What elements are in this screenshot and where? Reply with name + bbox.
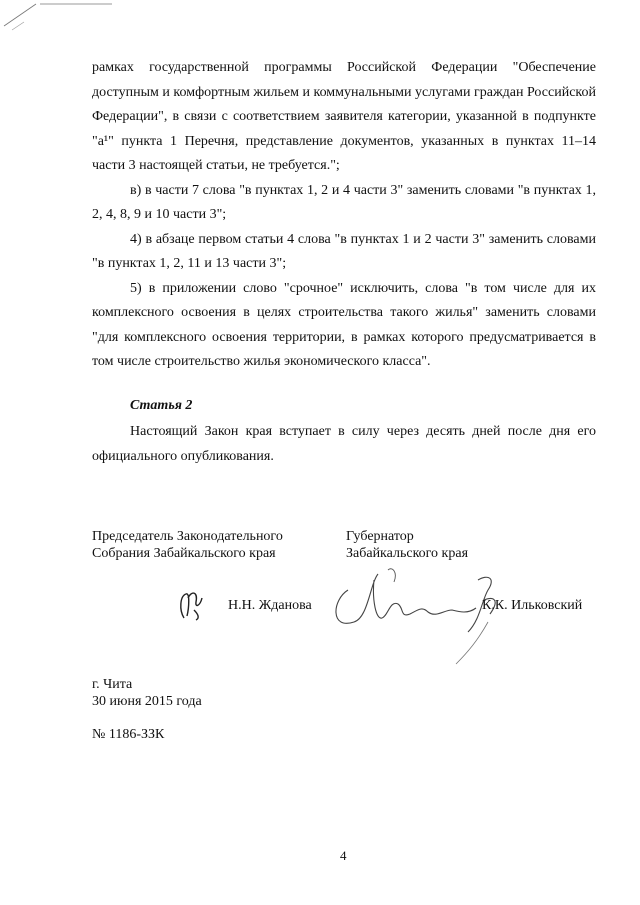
- city: г. Чита: [92, 677, 133, 692]
- ilkovsky-signature: [328, 560, 518, 670]
- amendment-text-block: [92, 56, 596, 375]
- article-2-text: Настоящий Закон края вступает в силу через десять дней после дня его официального опубликования.: [92, 424, 596, 464]
- law-number: № 1186-ЗЗК: [92, 727, 165, 742]
- page-number: 4: [340, 848, 347, 863]
- corner-scan-mark: [0, 0, 120, 40]
- article-heading: Статья 2: [130, 398, 193, 413]
- left-signatory-title: [92, 528, 283, 562]
- right-signatory-name: К.К. Ильковский: [482, 598, 583, 613]
- paragraph-continuation: рамках государственной программы Российской Федерации "Обеспечение доступным и комфортным жильем и коммунальными услугами граждан Российской Федерации", в связи с соответствием заявителя категории, указанной в подпункте "а¹" пункта 1 Перечня, представление документов, указанных в пунктах 11–14 части 3 настоящей статьи, не требуется.";: [92, 60, 596, 173]
- paragraph-item-5: 5) в приложении слово "срочное" исключить, слова "в том числе для их комплексного освоения в целях строительства такого жилья" заменить словами "для комплексного освоения территории, в рамках которого предусматривается в том числе строительство жилья экономического класса".: [92, 280, 596, 369]
- zhdanova-signature: [176, 588, 206, 624]
- signing-place: [92, 676, 202, 710]
- left-title-line2: Собрания Забайкальского края: [92, 546, 276, 561]
- left-title-line1: Председатель Законодательного: [92, 529, 283, 544]
- paragraph-item-4: 4) в абзаце первом статьи 4 слова "в пунктах 1 и 2 части 3" заменить словами "в пунктах 1, 2, 11 и 13 части 3";: [92, 231, 596, 271]
- right-signatory-title: [346, 528, 468, 562]
- paragraph-item-v: в) в части 7 слова "в пунктах 1, 2 и 4 части 3" заменить словами "в пунктах 1, 2, 4, 8, 9 и 10 части 3";: [92, 182, 596, 222]
- left-signatory-name: Н.Н. Жданова: [228, 598, 312, 613]
- right-title-line1: Губернатор: [346, 529, 414, 544]
- right-title-line2: Забайкальского края: [346, 546, 469, 561]
- signing-date: 30 июня 2015 года: [92, 694, 202, 709]
